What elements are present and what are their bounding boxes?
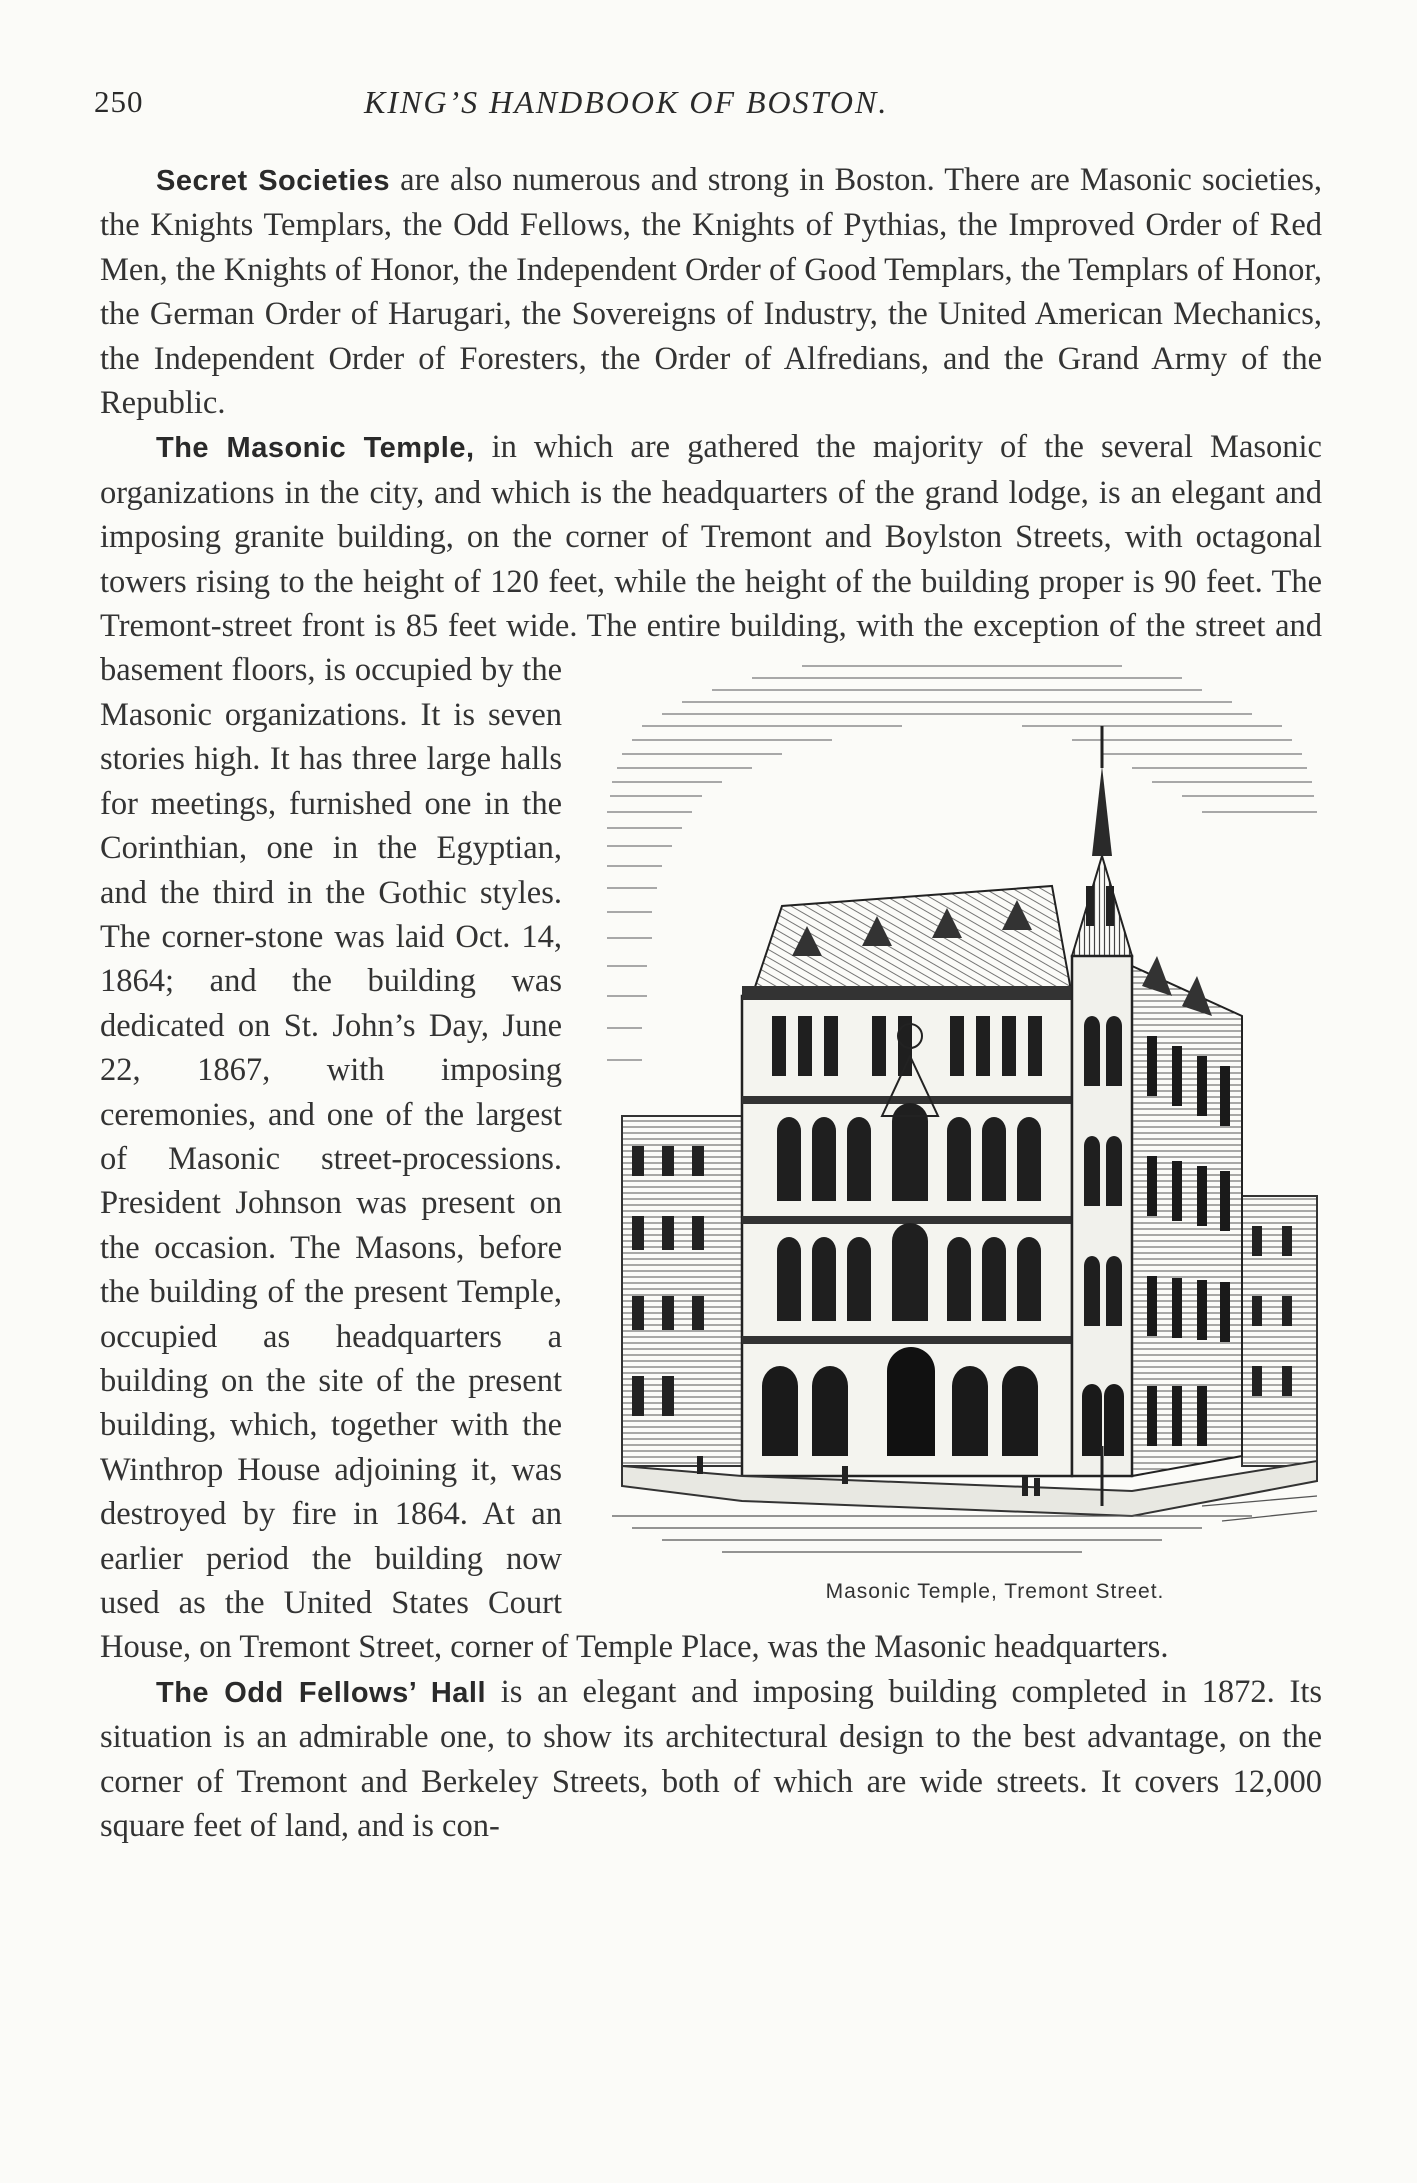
neighbor-building-right <box>1242 1196 1317 1466</box>
running-head: KING’S HANDBOOK OF BOSTON. <box>364 84 889 120</box>
masonic-temple-engraving <box>602 656 1332 1561</box>
text-masonic-temple-part1: in which are gathered the majority of the several Masonic organizations in the city, and which is the headquarters of the grand lodge, is an elegant and imposing granite building, on the corner of Tremont and Boylston Streets, with octagonal towers rising to the height of 120 feet, while the height of the building proper is 90 feet. The Tremont-street front is 85 feet wide. The entire building, with the exception of <box>100 429 1322 645</box>
temple-side-facade <box>1132 956 1242 1476</box>
neighbor-building-left <box>622 1116 742 1466</box>
temple-corner-tower <box>1072 726 1132 1476</box>
lead-masonic-temple: The Masonic Temple, <box>156 432 475 465</box>
body-text <box>100 158 1322 1848</box>
page-header <box>94 84 1324 124</box>
lead-odd-fellows-hall: The Odd Fellows’ Hall <box>156 1676 487 1709</box>
masonic-temple-figure <box>602 656 1332 1606</box>
paragraph-secret-societies <box>100 158 1322 425</box>
lead-secret-societies: Secret Societies <box>156 165 391 197</box>
text-secret-societies: are also numerous and strong in Boston. There are Masonic societies, the Knights Templars, the Odd Fellows, the Knights of Pythias, the Improved Order of Red Men, the Knights of Honor, the Independent Order of Good Templars, the Templars of Honor, the German Order of Harugari, the Sovereigns of Industry, the United American Mechanics, the Independent Order of Foresters, the Order of Alfredians, and the Grand Army of the Republic. <box>100 162 1322 422</box>
text-masonic-temple-part2: the street and basement floors, is occupied by the Masonic organizations. It is seven stories high. It has three large halls for meetings, furnished one in the Corinthian, one in the Egyptian, and the third in the Gothic styles. The corner-stone was laid Oct. 14, 1864; and the building was dedicated on St. John’s Day, June 22, 1867, with imposing ceremonies, and one of the largest of Masonic street-processions. President Johnson was present on the occasion. The Masons, before the building of the present Temple, occupied as headquarters a building on the site of the present building, which, together with the Winthrop House adjoining it, was destroyed by fire in 1864. At an earlier period the building now used as the United States Court House, on Tremont Street, corner of Temple Place, was the Masonic headquarters. <box>100 608 1322 1666</box>
paragraph-odd-fellows-hall <box>100 1670 1322 1849</box>
figure-caption: Masonic Temple, Tremont Street. <box>825 1580 1165 1604</box>
page-number: 250 <box>94 84 144 119</box>
temple-front-facade <box>742 886 1072 1476</box>
text-odd-fellows-hall: is an elegant and imposing building completed in 1872. Its situation is an admirable one, to show its architectural design to the best advantage, on the corner of Tremont and Berkeley Streets, both of which are wide streets. It covers 12,000 square feet of land, and is con- <box>100 1673 1322 1845</box>
paragraph-masonic-temple <box>100 425 1322 1669</box>
